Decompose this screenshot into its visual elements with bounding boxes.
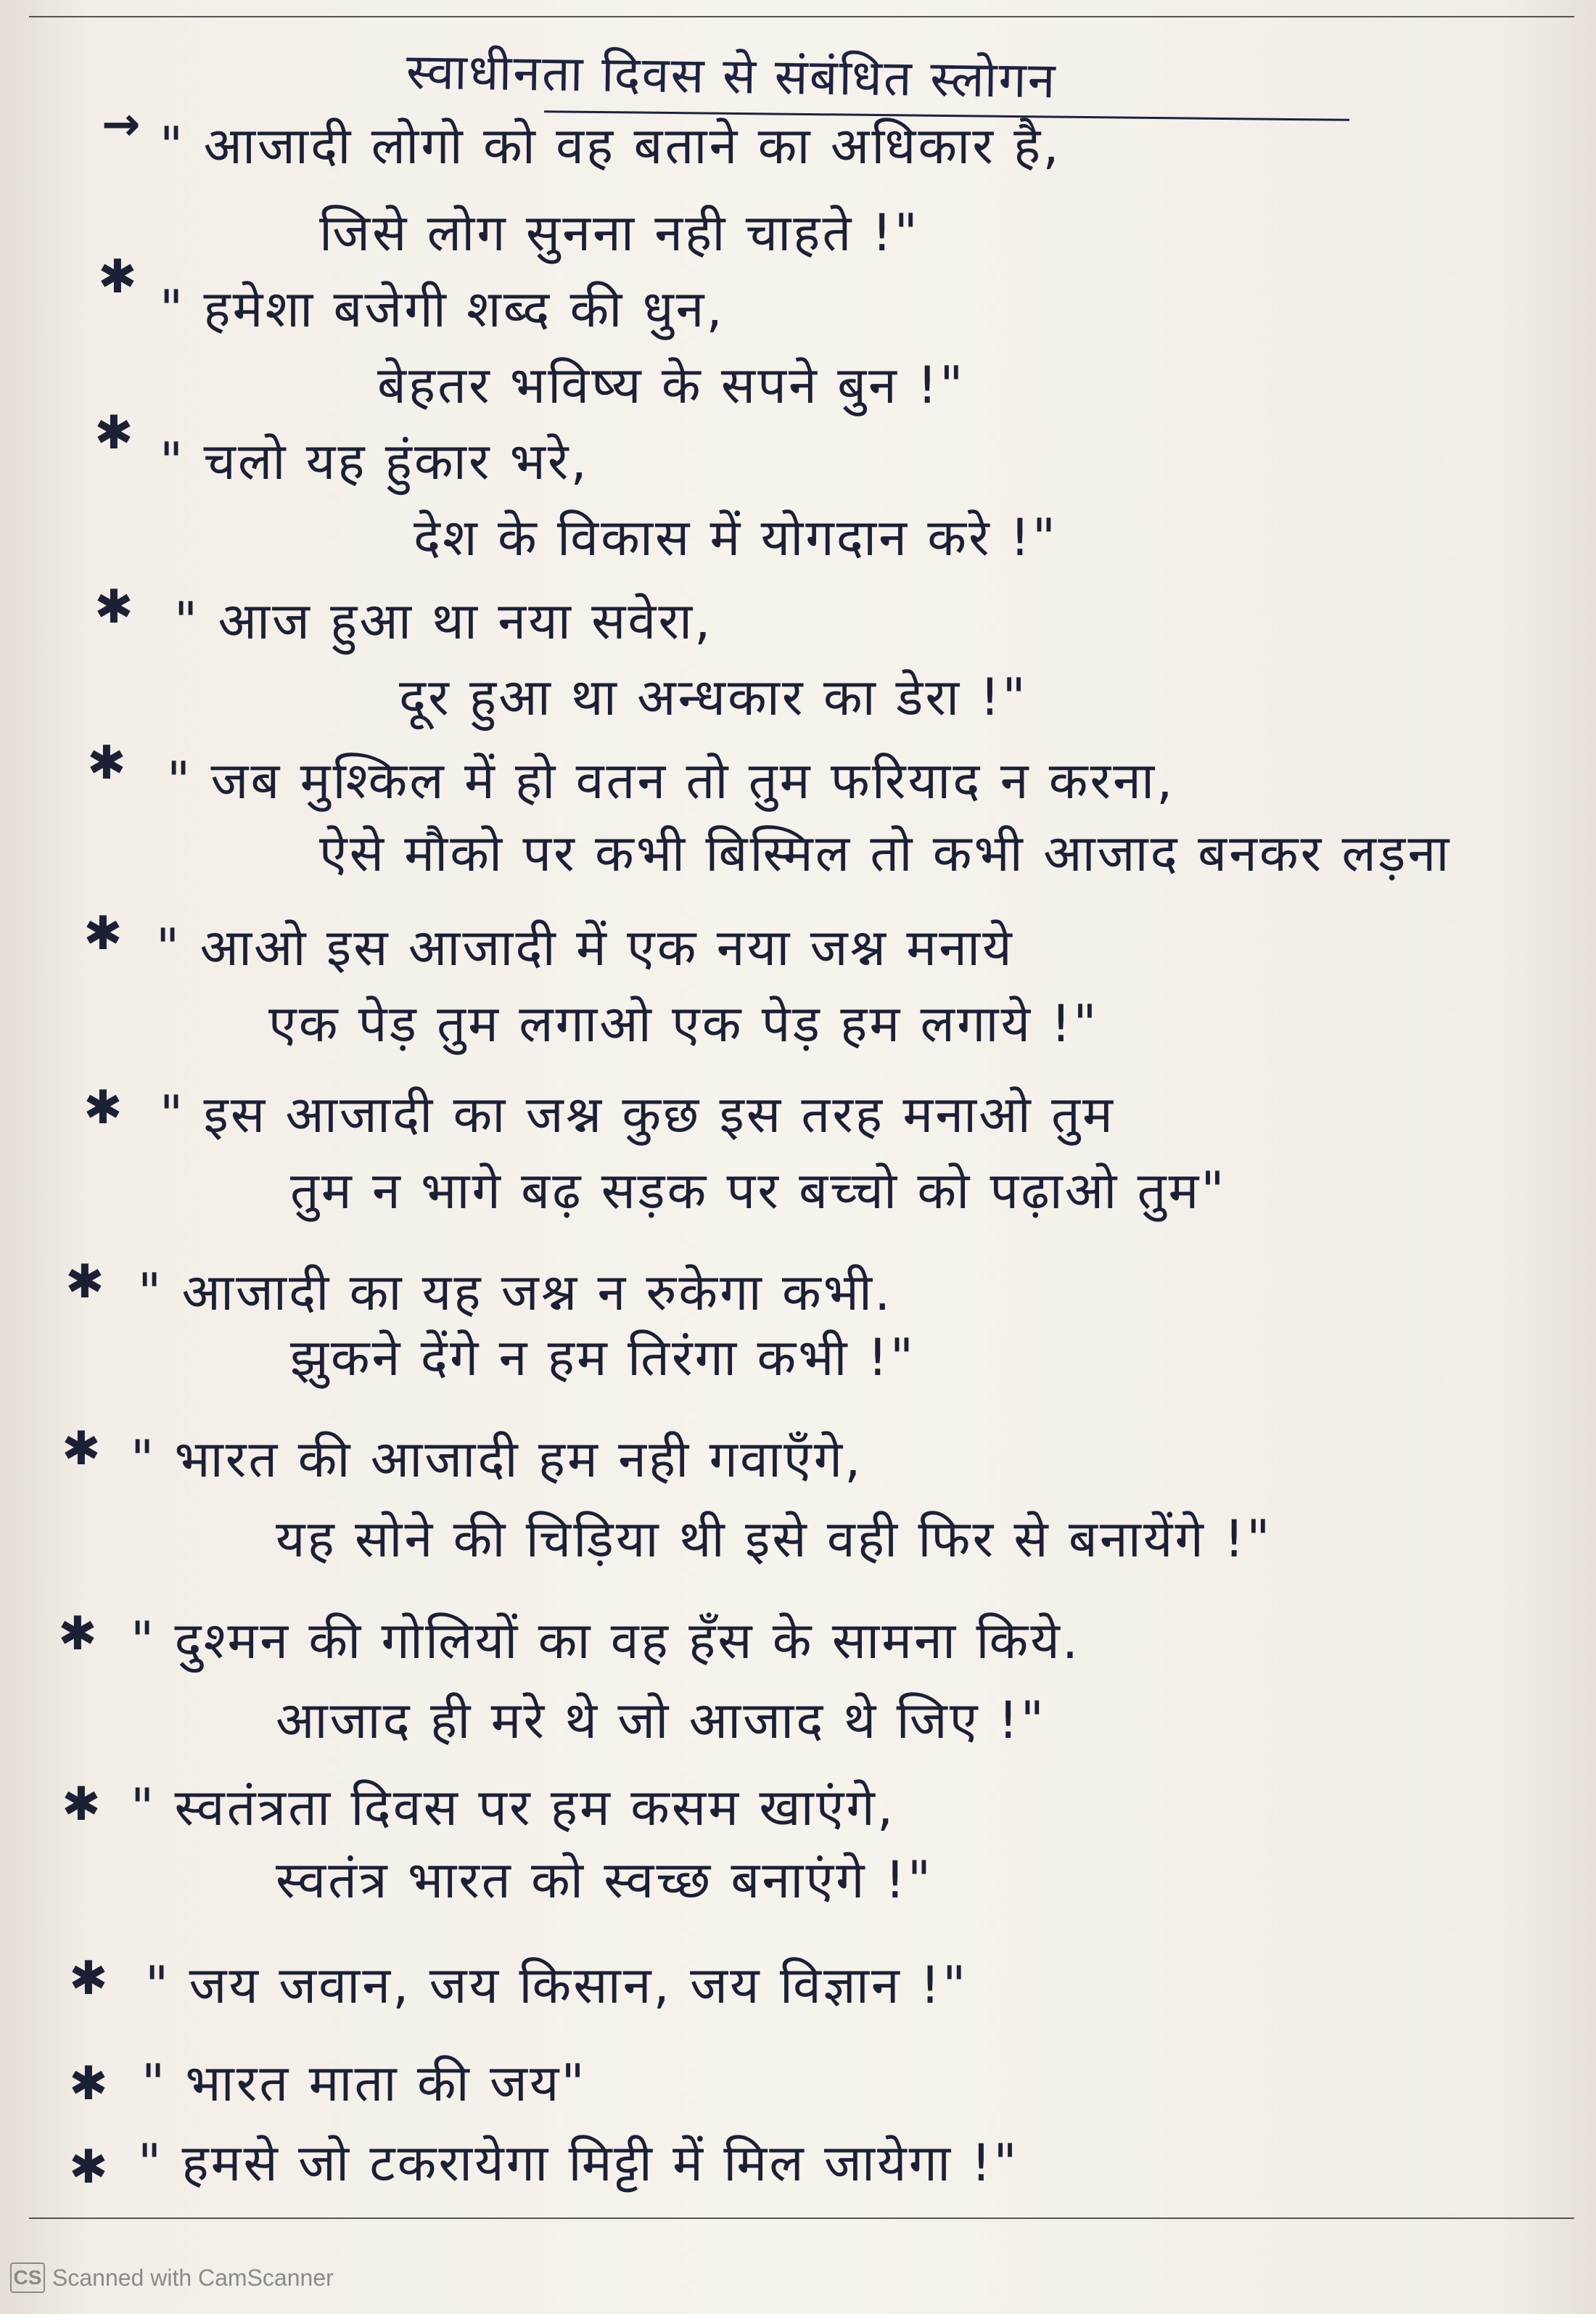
star-bullet-icon: ✱ xyxy=(69,1952,108,2006)
slogan-line: " आओ इस आजादी में एक नया जश्न मनाये xyxy=(156,918,1014,977)
star-bullet-icon: ✱ xyxy=(69,2141,108,2194)
slogan-line: " दुश्मन की गोलियों का वह हँस के सामना किये. xyxy=(131,1611,1081,1670)
star-bullet-icon: ✱ xyxy=(83,1081,123,1135)
slogan-line: दूर हुआ था अन्धकार का डेरा !" xyxy=(399,668,1028,727)
star-bullet-icon: ✱ xyxy=(94,580,133,634)
slogan-line: एक पेड़ तुम लगाओ एक पेड़ हम लगाये !" xyxy=(268,994,1099,1054)
slogan-line: " आजादी का यह जश्न न रुकेगा कभी. xyxy=(138,1263,893,1322)
star-bullet-icon: ✱ xyxy=(69,2057,108,2111)
scanner-watermark xyxy=(10,2262,334,2293)
slogan-line: " भारत की आजादी हम नही गवाएँगे, xyxy=(131,1429,863,1489)
watermark-text: Scanned with CamScanner xyxy=(52,2264,334,2291)
slogan-line: " भारत माता की जय" xyxy=(141,2054,587,2113)
slogan-line: " आज हुआ था नया सवेरा, xyxy=(174,591,713,651)
slogan-line: तुम न भागे बढ़ सड़क पर बच्चो को पढ़ाओ तुम" xyxy=(290,1161,1227,1220)
star-bullet-icon: ✱ xyxy=(58,1607,97,1661)
slogan-line: ऐसे मौको पर कभी बिस्मिल तो कभी आजाद बनकर लड़ना xyxy=(319,824,1452,883)
slogan-line: " इस आजादी का जश्न कुछ इस तरह मनाओ तुम xyxy=(160,1085,1115,1144)
slogan-line: " आजादी लोगो को वह बताने का अधिकार है, xyxy=(160,116,1061,176)
star-bullet-icon: ✱ xyxy=(83,907,123,961)
slogan-line: " स्वतंत्रता दिवस पर हम कसम खाएंगे, xyxy=(131,1778,896,1837)
slogan-line: देश के विकास में योगदान करे !" xyxy=(414,508,1058,567)
slogan-line: झुकने देंगे न हम तिरंगा कभी !" xyxy=(290,1328,916,1387)
star-bullet-icon: ✱ xyxy=(65,1255,104,1309)
slogan-line: यह सोने की चिड़िया थी इसे वही फिर से बनायेंगे !" xyxy=(276,1509,1272,1569)
star-bullet-icon: ✱ xyxy=(62,1778,101,1831)
page-title: स्वाधीनता दिवस से संबंधित स्लोगन xyxy=(406,43,1057,110)
slogan-line: " जब मुश्किल में हो वतन तो तुम फरियाद न करना, xyxy=(167,751,1175,811)
slogan-line: " जय जवान, जय किसान, जय विज्ञान !" xyxy=(145,1956,968,2015)
slogan-line: " चलो यह हुंकार भरे, xyxy=(160,432,589,491)
slogan-line: स्वतंत्र भारत को स्वच्छ बनाएंगे !" xyxy=(276,1850,934,1910)
top-border-line xyxy=(29,16,1574,17)
star-bullet-icon: ✱ xyxy=(94,406,133,460)
slogan-line: जिसे लोग सुनना नही चाहते !" xyxy=(319,203,920,263)
slogan-line: " हमेशा बजेगी शब्द की धुन, xyxy=(160,279,725,339)
slogan-line: बेहतर भविष्य के सपने बुन !" xyxy=(377,356,966,415)
arrow-icon: → xyxy=(102,98,141,152)
bottom-border-line xyxy=(29,2217,1574,2219)
star-bullet-icon: ✱ xyxy=(62,1422,101,1476)
camscanner-logo-icon: CS xyxy=(10,2262,45,2293)
slogan-line: आजाद ही मरे थे जो आजाद थे जिए !" xyxy=(276,1691,1046,1750)
star-bullet-icon: ✱ xyxy=(87,737,126,790)
slogan-line: " हमसे जो टकरायेगा मिट्टी में मिल जायेगा !" xyxy=(138,2133,1019,2193)
star-bullet-icon: ✱ xyxy=(98,250,137,304)
